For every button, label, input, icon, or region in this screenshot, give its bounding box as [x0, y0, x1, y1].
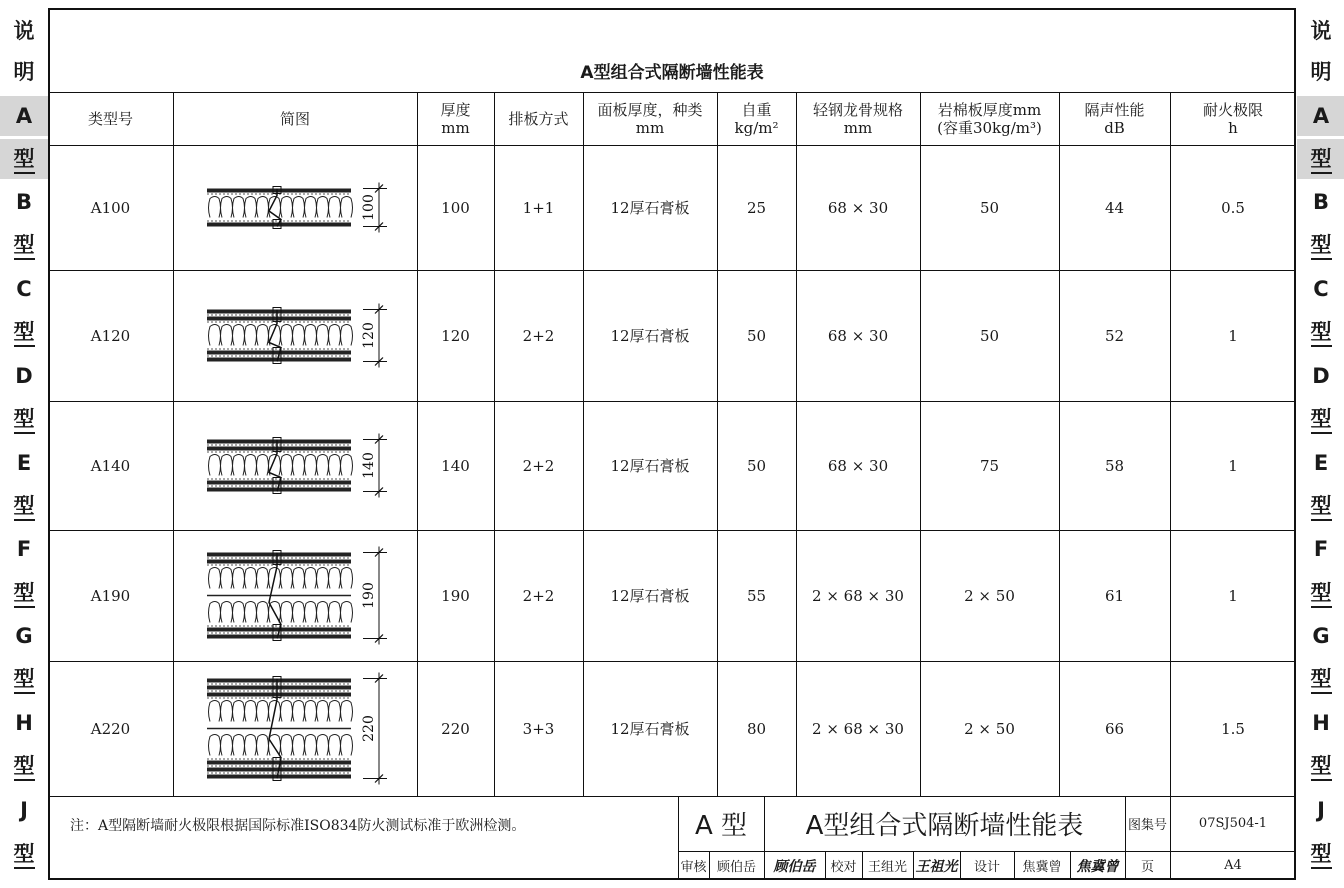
- rock-wool-layer: [209, 325, 353, 346]
- cell-keel: 68 × 30: [827, 456, 889, 475]
- board-layer: [207, 635, 351, 639]
- cell-thickness: 190: [441, 586, 470, 605]
- header-thickness-line1: 厚度: [440, 100, 471, 119]
- right-tab-17[interactable]: 型: [1297, 746, 1344, 786]
- header-type-line1: 类型号: [87, 109, 133, 128]
- review-label: 审核: [680, 860, 707, 875]
- left-tab-6[interactable]: C: [16, 277, 32, 301]
- right-tab-9[interactable]: 型: [1297, 399, 1344, 439]
- header-wool: [920, 92, 1059, 145]
- left-tab-0[interactable]: 说: [13, 19, 35, 43]
- header-layout-line1: 排板方式: [508, 109, 569, 128]
- left-tab-15[interactable]: 型: [0, 659, 48, 699]
- left-tab-column: [0, 0, 48, 888]
- header-fire-line1: 耐火极限: [1202, 100, 1263, 119]
- checker-signature: 王祖光: [915, 858, 958, 875]
- cell-type: A120: [90, 326, 131, 345]
- cell-keel: 68 × 30: [827, 326, 889, 345]
- cell-thickness: 120: [441, 326, 470, 345]
- designer-signature: 焦冀曾: [1076, 858, 1119, 875]
- right-tab-0[interactable]: 说: [1310, 19, 1332, 43]
- cell-panel: 12厚石膏板: [610, 456, 690, 475]
- board-layer: [207, 775, 351, 779]
- right-tab-2[interactable]: A: [1297, 96, 1344, 136]
- cell-wool: 50: [979, 198, 1000, 217]
- header-weight-line1: 自重: [741, 100, 772, 119]
- cell-keel: 2 × 68 × 30: [812, 586, 904, 605]
- cell-weight: 25: [746, 198, 767, 217]
- wall-section-diagram: [173, 270, 417, 401]
- dimension-label: 140: [361, 452, 377, 479]
- dimension-label: 190: [361, 582, 377, 609]
- left-tab-14[interactable]: G: [15, 624, 33, 648]
- right-tab-12[interactable]: F: [1313, 537, 1329, 561]
- board-layer: [207, 761, 351, 765]
- cell-layout: 2+2: [522, 586, 555, 605]
- header-sound-line2: dB: [1104, 118, 1125, 137]
- rock-wool-layer: [209, 701, 353, 722]
- right-tab-4[interactable]: B: [1312, 190, 1329, 214]
- atlas-label: 图集号: [1127, 818, 1167, 833]
- left-tab-11[interactable]: 型: [0, 486, 48, 526]
- header-diagram: [173, 92, 417, 145]
- wall-section-diagram: [173, 661, 417, 796]
- left-tab-3[interactable]: 型: [0, 139, 48, 179]
- header-weight: [717, 92, 796, 145]
- wall-section-diagram: [173, 530, 417, 661]
- dimension-label: 220: [361, 715, 377, 742]
- cell-weight: 50: [746, 456, 767, 475]
- left-tab-19[interactable]: 型: [0, 834, 48, 874]
- cell-wool: 2 × 50: [964, 719, 1015, 738]
- cell-weight: 50: [746, 326, 767, 345]
- right-tab-13[interactable]: 型: [1297, 573, 1344, 613]
- header-panel: [583, 92, 717, 145]
- header-weight-line2: kg/m²: [734, 118, 779, 137]
- cell-type: A140: [90, 456, 131, 475]
- right-tab-10[interactable]: E: [1313, 451, 1329, 475]
- left-tab-8[interactable]: D: [15, 364, 33, 388]
- cell-keel: 68 × 30: [827, 198, 889, 217]
- left-tab-7[interactable]: 型: [0, 312, 48, 352]
- cell-wool: 50: [979, 326, 1000, 345]
- left-tab-1[interactable]: 明: [13, 60, 35, 84]
- reviewer-name: 顾伯岳: [716, 860, 756, 875]
- header-keel: [796, 92, 920, 145]
- cell-sound: 52: [1104, 326, 1125, 345]
- left-tab-13[interactable]: 型: [0, 573, 48, 613]
- cell-type: A190: [90, 586, 131, 605]
- cell-panel: 12厚石膏板: [610, 326, 690, 345]
- right-tab-3[interactable]: 型: [1297, 139, 1344, 179]
- page-label: 页: [1140, 860, 1154, 875]
- design-label: 设计: [973, 860, 1000, 875]
- header-diagram-line1: 简图: [279, 109, 310, 128]
- header-sound-line1: 隔声性能: [1084, 100, 1145, 119]
- designer-name: 焦冀曾: [1022, 860, 1062, 875]
- cell-weight: 55: [746, 586, 767, 605]
- board-layer: [207, 693, 351, 697]
- cell-sound: 44: [1104, 198, 1125, 217]
- right-tab-column: [1297, 0, 1344, 888]
- rock-wool-layer: [209, 735, 353, 756]
- cell-type: A100: [90, 198, 131, 217]
- header-layout: [494, 92, 583, 145]
- board-layer: [207, 679, 351, 683]
- right-tab-11[interactable]: 型: [1297, 486, 1344, 526]
- right-tab-1[interactable]: 明: [1310, 60, 1332, 84]
- cell-thickness: 220: [441, 719, 470, 738]
- right-tab-8[interactable]: D: [1312, 364, 1330, 388]
- header-wool-line2: (容重30kg/m³): [937, 118, 1042, 137]
- cell-weight: 80: [746, 719, 767, 738]
- header-panel-line2: mm: [635, 118, 665, 137]
- right-tab-14[interactable]: G: [1312, 624, 1330, 648]
- cell-fire: 1: [1228, 456, 1238, 475]
- board-layer: [207, 488, 351, 492]
- atlas-number: 07SJ504-1: [1198, 816, 1268, 831]
- header-thickness: [417, 92, 494, 145]
- header-sound: [1059, 92, 1170, 145]
- cell-layout: 3+3: [522, 719, 555, 738]
- rock-wool-layer: [209, 197, 353, 218]
- left-tab-16[interactable]: H: [15, 711, 33, 735]
- board-layer: [207, 553, 351, 557]
- board-layer: [207, 447, 351, 451]
- header-panel-line1: 面板厚度，种类: [597, 100, 703, 119]
- board-layer: [207, 440, 351, 444]
- cell-sound: 58: [1104, 456, 1125, 475]
- right-tab-19[interactable]: 型: [1297, 834, 1344, 874]
- right-tab-7[interactable]: 型: [1297, 312, 1344, 352]
- cell-panel: 12厚石膏板: [610, 586, 690, 605]
- cell-type: A220: [90, 719, 131, 738]
- header-keel-line2: mm: [843, 118, 873, 137]
- cell-layout: 2+2: [522, 456, 555, 475]
- cell-panel: 12厚石膏板: [610, 198, 690, 217]
- wall-section-diagram: [173, 145, 417, 270]
- cell-panel: 12厚石膏板: [610, 719, 690, 738]
- check-label: 校对: [830, 860, 857, 875]
- board-layer: [207, 560, 351, 564]
- left-tab-17[interactable]: 型: [0, 746, 48, 786]
- wall-section-diagram: [173, 401, 417, 530]
- right-tab-16[interactable]: H: [1312, 711, 1330, 735]
- header-thickness-line2: mm: [441, 118, 470, 137]
- dimension-label: 120: [361, 322, 377, 349]
- left-tab-10[interactable]: E: [16, 451, 32, 475]
- board-layer: [207, 189, 351, 193]
- cell-thickness: 100: [441, 198, 470, 217]
- cell-sound: 61: [1104, 586, 1125, 605]
- cell-fire: 1: [1228, 326, 1238, 345]
- left-tab-5[interactable]: 型: [0, 225, 48, 265]
- checker-name: 王组光: [867, 860, 907, 875]
- header-fire: [1170, 92, 1296, 145]
- cell-wool: 2 × 50: [964, 586, 1015, 605]
- left-tab-2[interactable]: A: [0, 96, 48, 136]
- right-tab-15[interactable]: 型: [1297, 659, 1344, 699]
- cell-sound: 66: [1104, 719, 1125, 738]
- board-layer: [207, 310, 351, 314]
- right-tab-6[interactable]: C: [1313, 277, 1329, 301]
- left-tab-4[interactable]: B: [15, 190, 32, 214]
- left-tab-9[interactable]: 型: [0, 399, 48, 439]
- cell-layout: 2+2: [522, 326, 555, 345]
- table-title: A型组合式隔断墙性能表: [580, 63, 764, 83]
- board-layer: [207, 686, 351, 690]
- board-layer: [207, 317, 351, 321]
- header-wool-line1: 岩棉板厚度mm: [937, 100, 1042, 119]
- board-layer: [207, 358, 351, 362]
- cell-thickness: 140: [441, 456, 470, 475]
- rock-wool-layer: [209, 602, 353, 623]
- left-tab-18[interactable]: J: [20, 798, 28, 822]
- cell-fire: 1: [1228, 586, 1238, 605]
- cell-keel: 2 × 68 × 30: [812, 719, 904, 738]
- category-label: A 型: [694, 811, 748, 841]
- reviewer-signature: 顾伯岳: [773, 858, 816, 875]
- dimension-label: 100: [361, 194, 377, 221]
- rock-wool-layer: [209, 568, 353, 589]
- cell-fire: 0.5: [1221, 198, 1245, 217]
- header-fire-line2: h: [1228, 118, 1238, 137]
- header-type: [48, 92, 173, 145]
- right-tab-5[interactable]: 型: [1297, 225, 1344, 265]
- footnote: 注：A型隔断墙耐火极限根据国际标准ISO834防火测试标准于欧洲检测。: [70, 818, 526, 834]
- drawing-title: A型组合式隔断墙性能表: [805, 811, 1084, 841]
- cell-wool: 75: [979, 456, 1000, 475]
- page-number: A4: [1224, 858, 1242, 873]
- left-tab-12[interactable]: F: [16, 537, 32, 561]
- cell-layout: 1+1: [522, 198, 555, 217]
- right-tab-18[interactable]: J: [1317, 798, 1325, 822]
- header-keel-line1: 轻钢龙骨规格: [812, 100, 903, 119]
- rock-wool-layer: [209, 455, 353, 476]
- cell-fire: 1.5: [1221, 719, 1245, 738]
